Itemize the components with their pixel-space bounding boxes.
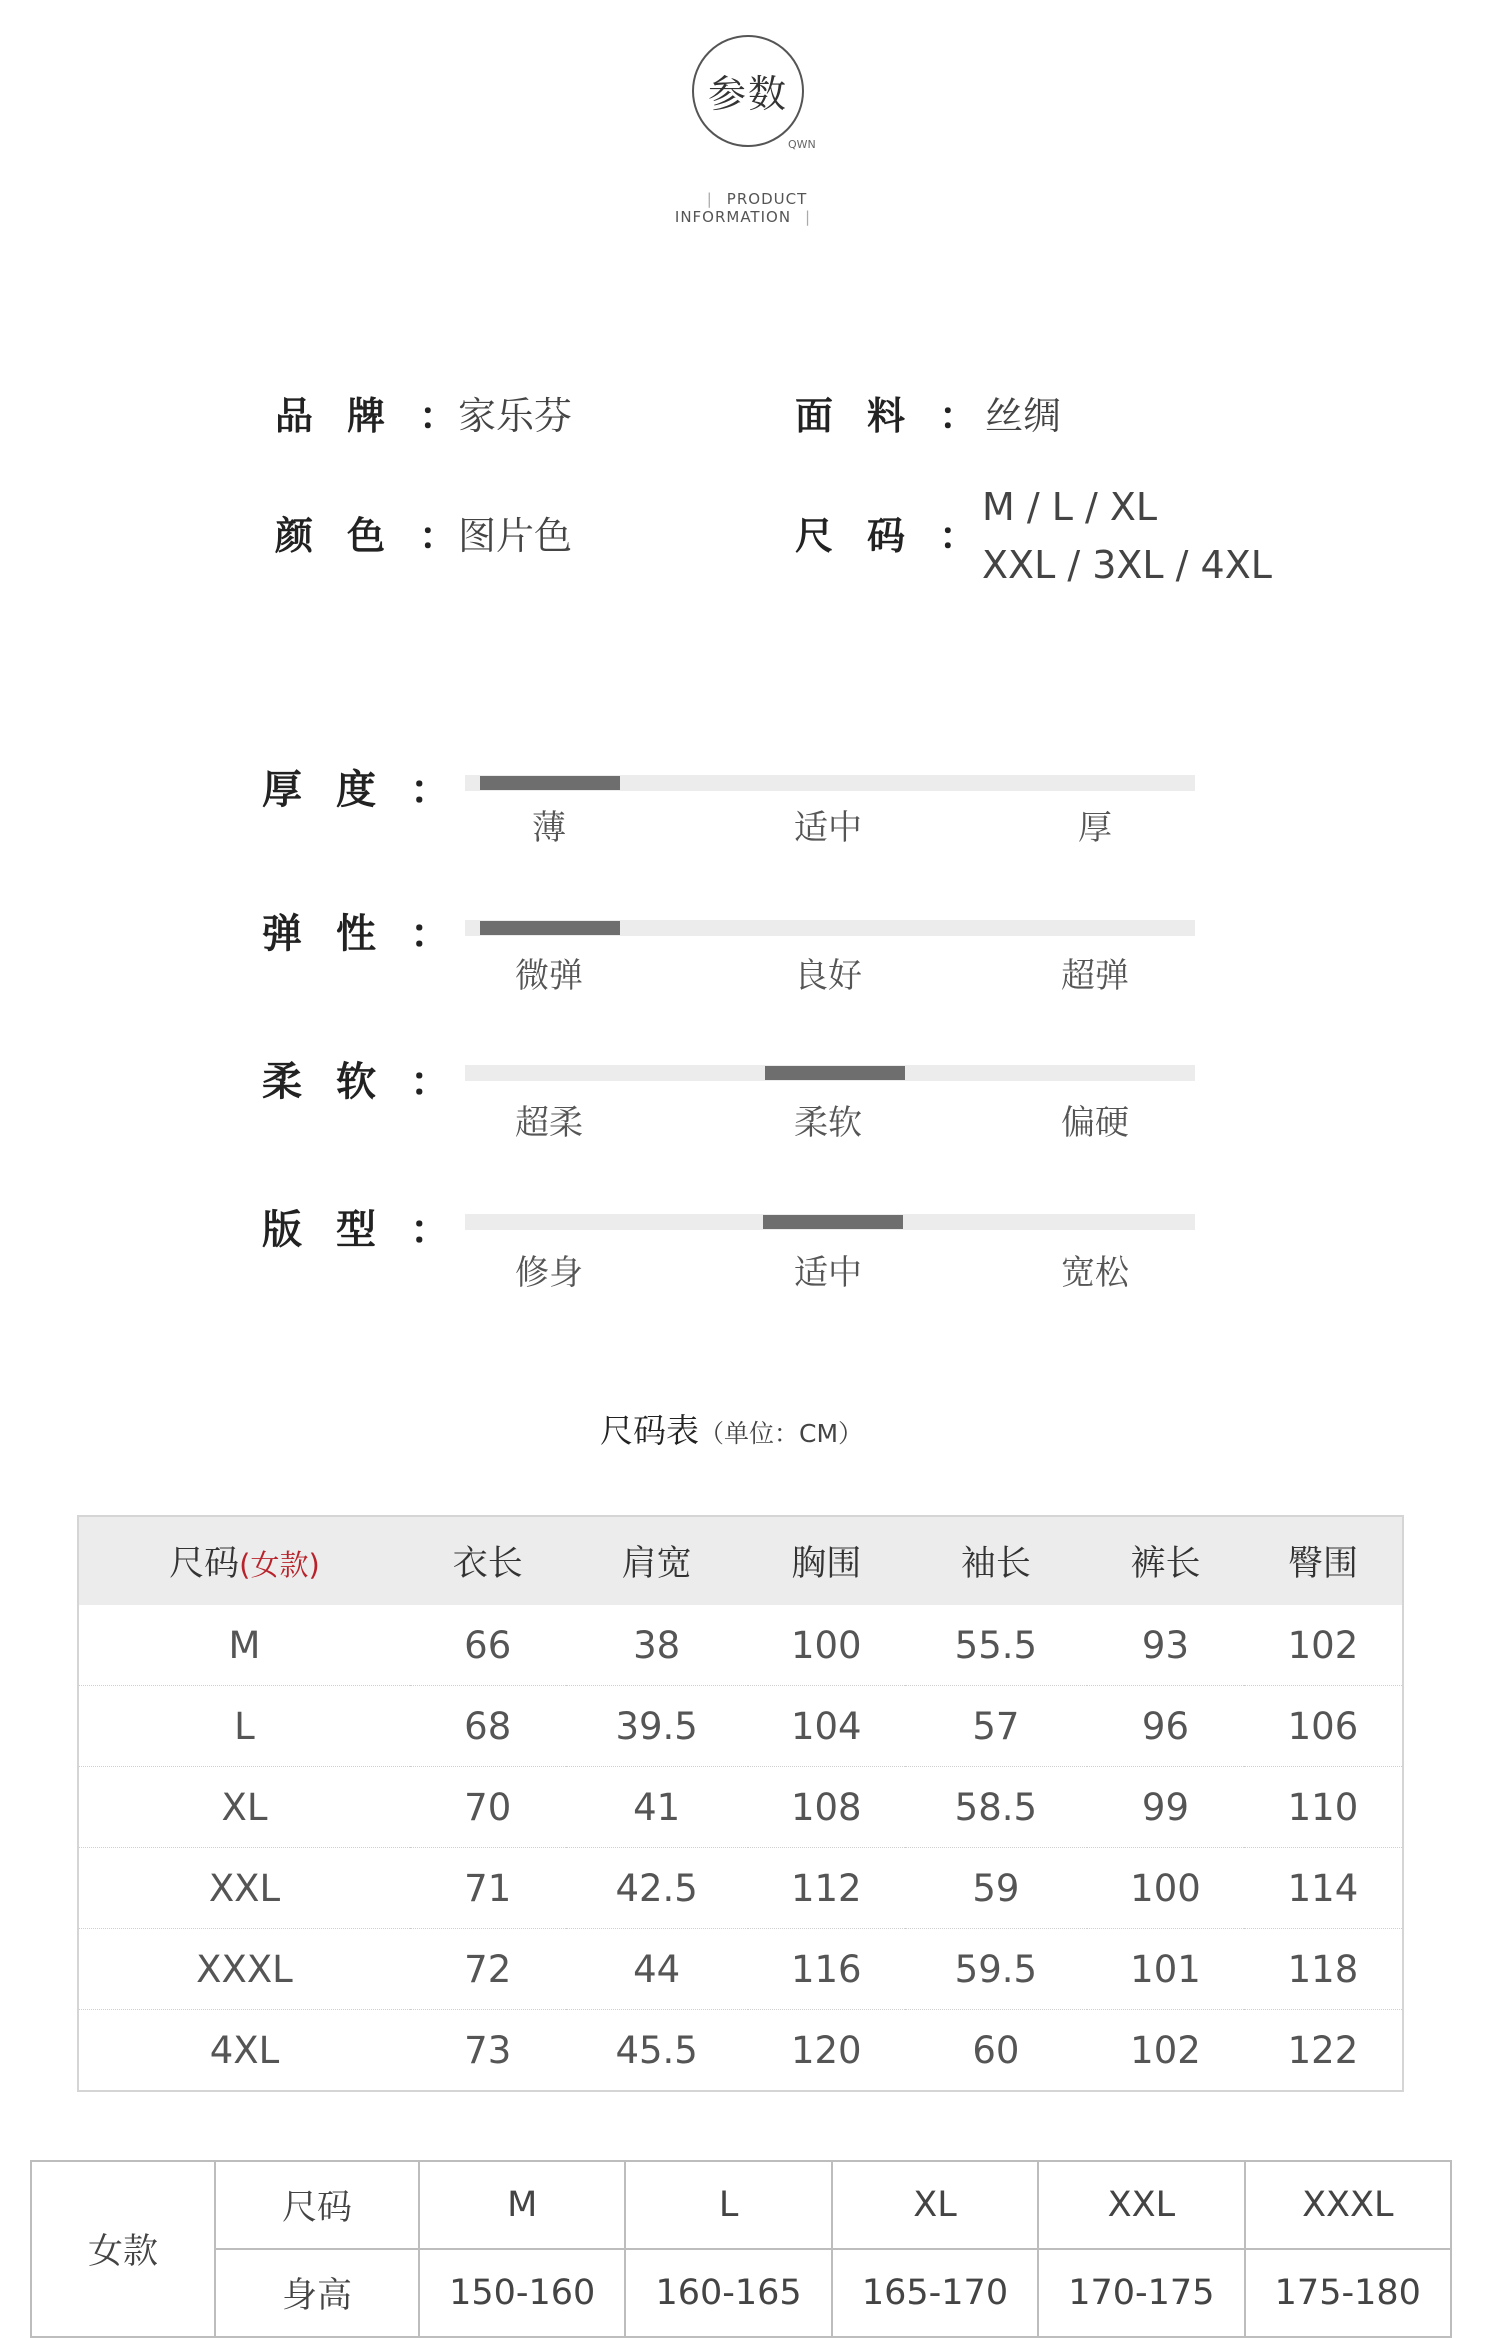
table-cell: 70 [410, 1767, 566, 1848]
table-cell: 170-175 [1038, 2249, 1244, 2337]
table-cell: 102 [1244, 1605, 1403, 1686]
size-chart-header-row [78, 1516, 1403, 1605]
table-cell: 112 [748, 1848, 905, 1929]
height-chart-size-row [31, 2161, 1451, 2249]
table-cell: 100 [1087, 1848, 1244, 1929]
table-cell: 41 [566, 1767, 748, 1848]
table-cell: 106 [1244, 1686, 1403, 1767]
fit-indicator [763, 1215, 903, 1229]
table-cell: XXXL [78, 1929, 410, 2010]
table-row [78, 2010, 1403, 2092]
size-chart-title: 尺码表（单位：CM） [600, 1411, 864, 1450]
table-cell: 60 [972, 2028, 1020, 2072]
category-cell: 女款 [31, 2161, 215, 2337]
table-row [78, 1929, 1403, 2010]
table-row [78, 1767, 1403, 1848]
table-cell: 122 [1287, 2028, 1359, 2072]
table-cell: 38 [566, 1605, 748, 1686]
column-header: 肩宽 [566, 1516, 748, 1605]
fit-label: 版型： [262, 1207, 450, 1253]
softness-option: 超柔 [515, 1103, 583, 1143]
table-cell: M [78, 1605, 410, 1686]
table-cell: 59.5 [905, 1929, 1087, 2010]
table-cell: 116 [748, 1929, 905, 2010]
column-header: 胸围 [748, 1516, 905, 1605]
softness-label: 柔软： [262, 1059, 450, 1105]
elasticity-option: 微弹 [515, 956, 583, 996]
table-cell: XXXL [1245, 2161, 1451, 2249]
table-cell: M [419, 2161, 625, 2249]
table-cell: 55.5 [905, 1605, 1087, 1686]
brand-value: 家乐芬 [458, 394, 573, 438]
elasticity-option: 良好 [794, 956, 862, 996]
material-value: 丝绸 [985, 394, 1062, 438]
fit-track [465, 1214, 1195, 1230]
size-values-line2: XXL / 3XL / 4XL [982, 543, 1272, 587]
softness-track [465, 1065, 1195, 1081]
table-cell: 120 [790, 2028, 862, 2072]
table-row [78, 1686, 1403, 1767]
table-cell: XL [832, 2161, 1038, 2249]
size-values [982, 478, 1272, 594]
size-column-header: 尺码(女款) [78, 1516, 410, 1605]
table-cell: 118 [1244, 1929, 1403, 2010]
size-values-line1: M / L / XL [982, 485, 1158, 529]
table-row [78, 1848, 1403, 1929]
thickness-track [465, 775, 1195, 791]
material-label: 面料： [795, 394, 978, 438]
table-cell: XL [78, 1767, 410, 1848]
fit-option: 修身 [515, 1253, 583, 1293]
table-cell: 102 [1130, 2028, 1201, 2072]
brand-label: 品牌： [275, 394, 458, 438]
height-chart-height-row [31, 2249, 1451, 2337]
table-cell: 175-180 [1245, 2249, 1451, 2337]
table-cell: 71 [410, 1848, 566, 1929]
table-cell: 44 [566, 1929, 748, 2010]
table-cell: 93 [1087, 1605, 1244, 1686]
table-cell: L [78, 1686, 410, 1767]
table-cell: 42.5 [566, 1848, 748, 1929]
table-cell: 150-160 [419, 2249, 625, 2337]
elasticity-option: 超弹 [1061, 956, 1129, 996]
table-cell: 57 [905, 1686, 1087, 1767]
section-subtitle-mark: QWN [788, 138, 816, 151]
size-chart-table [77, 1515, 1404, 2092]
table-cell: 101 [1087, 1929, 1244, 2010]
column-header: 裤长 [1087, 1516, 1244, 1605]
table-cell: L [625, 2161, 831, 2249]
height-chart-table [30, 2160, 1452, 2338]
color-value: 图片色 [458, 514, 573, 558]
thickness-option: 薄 [532, 808, 566, 848]
row-header-cell: 身高 [215, 2249, 419, 2337]
softness-option: 柔软 [794, 1103, 862, 1143]
table-cell: 110 [1244, 1767, 1403, 1848]
table-cell: XXL [1038, 2161, 1244, 2249]
table-cell: 160-165 [625, 2249, 831, 2337]
elasticity-track [465, 920, 1195, 936]
thickness-option: 厚 [1078, 808, 1112, 848]
thickness-option: 适中 [794, 808, 862, 848]
table-cell: 96 [1087, 1686, 1244, 1767]
column-header: 臀围 [1244, 1516, 1403, 1605]
thickness-indicator [480, 776, 620, 790]
softness-indicator [765, 1066, 905, 1080]
table-cell: XXL [78, 1848, 410, 1929]
column-header: 衣长 [410, 1516, 566, 1605]
table-cell: 39.5 [566, 1686, 748, 1767]
fit-option: 宽松 [1061, 1253, 1129, 1293]
table-cell: 73 [464, 2028, 512, 2072]
table-cell: 114 [1244, 1848, 1403, 1929]
table-cell: 99 [1087, 1767, 1244, 1848]
softness-option: 偏硬 [1061, 1103, 1129, 1143]
table-cell: 59 [905, 1848, 1087, 1929]
elasticity-indicator [480, 921, 620, 935]
table-cell: 68 [410, 1686, 566, 1767]
thickness-label: 厚度： [262, 767, 450, 813]
elasticity-label: 弹性： [262, 911, 450, 957]
color-label: 颜色： [275, 514, 458, 558]
table-cell: 72 [410, 1929, 566, 2010]
table-row [78, 1605, 1403, 1686]
row-header-cell: 尺码 [215, 2161, 419, 2249]
section-title: 参数 [707, 72, 788, 116]
product-info-caption: | PRODUCT INFORMATION | [674, 190, 812, 226]
table-cell: 104 [748, 1686, 905, 1767]
table-cell: 45.5 [615, 2028, 698, 2072]
table-cell: 100 [748, 1605, 905, 1686]
fit-option: 适中 [794, 1253, 862, 1293]
table-cell: 4XL [209, 2028, 280, 2072]
table-cell: 165-170 [832, 2249, 1038, 2337]
column-header: 袖长 [905, 1516, 1087, 1605]
table-cell: 58.5 [905, 1767, 1087, 1848]
table-cell: 66 [410, 1605, 566, 1686]
table-cell: 108 [748, 1767, 905, 1848]
size-label: 尺码： [795, 514, 978, 558]
